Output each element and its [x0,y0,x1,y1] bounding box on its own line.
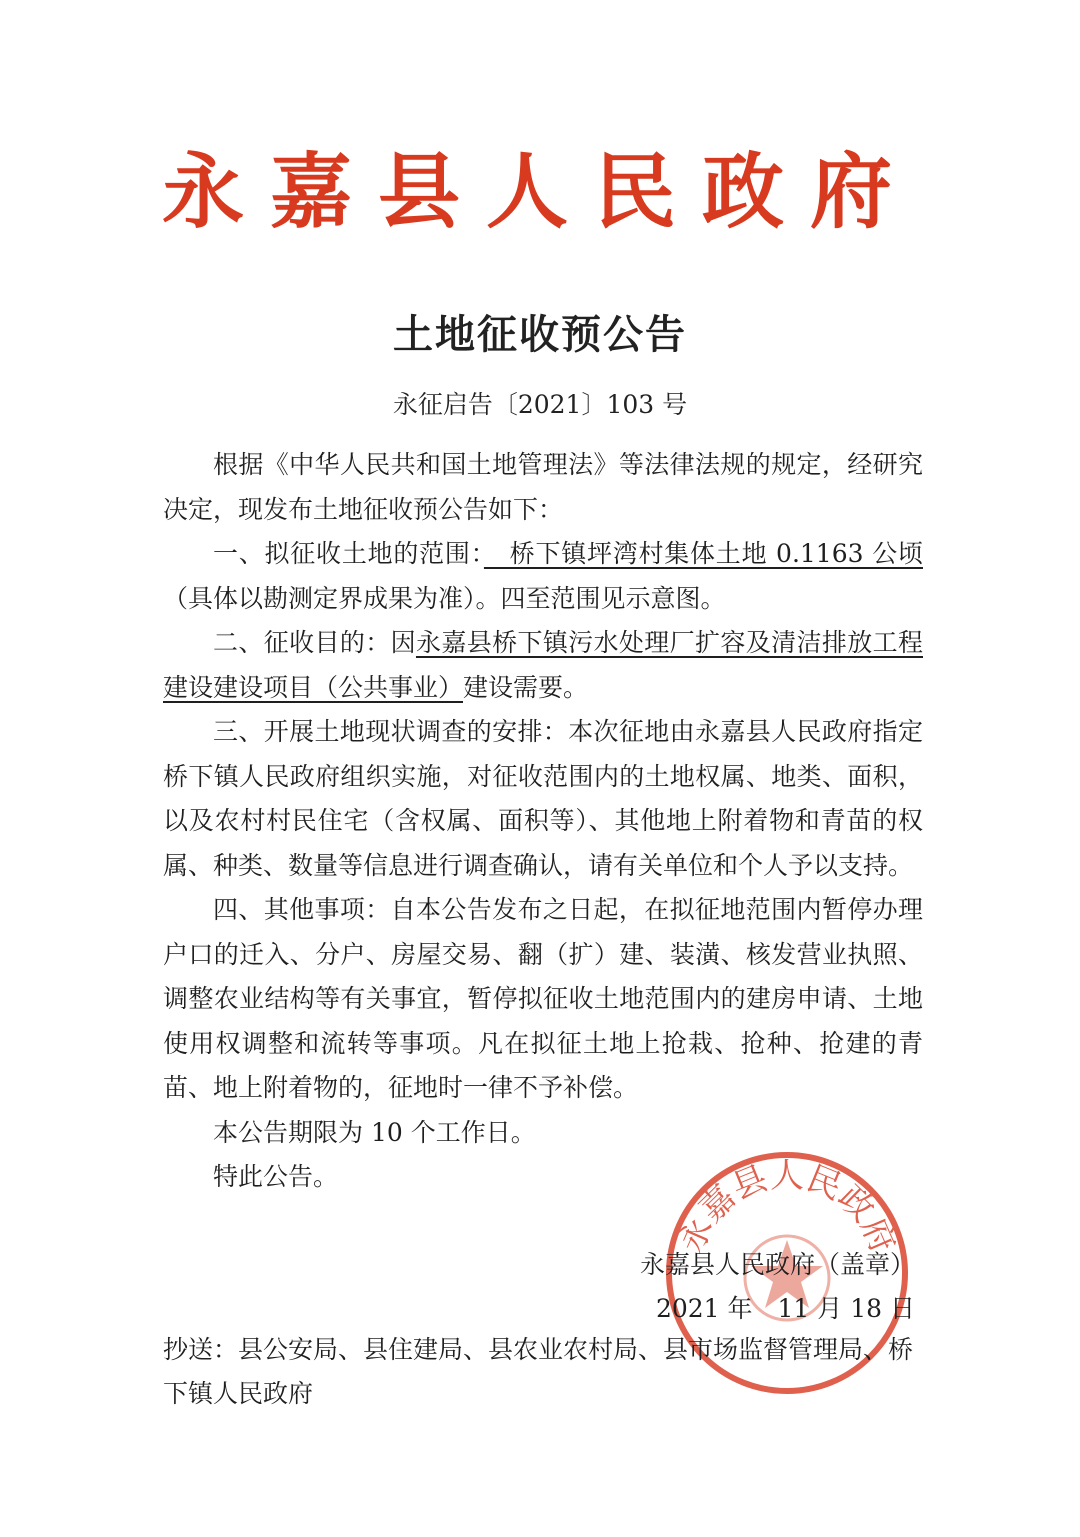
notice-title: 土地征收预公告 [393,312,687,358]
section-other: 四、其他事项：自本公告发布之日起，在拟征地范围内暂停办理户口的迁入、分户、房屋交易、翻（扩）建、装潢、核发营业执照、调整农业结构等有关事宜，暂停拟征收土地范围内的建房申请、土地使用权调整和流转等事项。凡在拟征土地上抢栽、抢种、抢建的青苗、地上附着物的，征地时一律不予补偿。 [163,895,923,1102]
section-scope-rest: （具体以勘测定界成果为准）。四至范围见示意图。 [163,583,726,613]
signature-issuer: 永嘉县人民政府（盖章） [639,1250,915,1279]
closing-paragraph: 特此公告。 [213,1162,339,1191]
section-purpose [163,621,923,710]
masthead: 永嘉县人民政府 [161,145,918,240]
section-scope [163,532,923,621]
section-scope-label: 一、拟征收土地的范围： [213,539,484,568]
seal-text: 永嘉县人民政府 [671,1155,903,1259]
section-scope-filled: 桥下镇坪湾村集体土地 0.1163 公顷 [483,539,923,568]
signature-date: 2021 年 11 月 18 日 [655,1294,915,1323]
period-paragraph: 本公告期限为 10 个工作日。 [213,1117,536,1147]
signature-block [640,1243,915,1331]
section-survey: 三、开展土地现状调查的安排：本次征地由永嘉县人民政府指定桥下镇人民政府组织实施，对征收范围内的土地权属、地类、面积，以及农村村民住宅（含权属、面积等）、其他地上附着物和青苗的权属、种类、数量等信息进行调查确认，请有关单位和个人予以支持。 [163,717,923,880]
notice-body [163,443,923,1200]
section-purpose-filled: 永嘉县桥下镇污水处理厂扩容及清洁排放工程建设建设项目（公共事业） [163,628,923,702]
section-purpose-rest: 建设需要。 [463,672,589,702]
intro-paragraph: 根据《中华人民共和国土地管理法》等法律法规的规定，经研究决定，现发布土地征收预公告如下： [163,450,923,524]
cc-list: 抄送：县公安局、县住建局、县农业农村局、县市场监督管理局、桥下镇人民政府 [163,1335,914,1408]
section-purpose-label: 二、征收目的：因 [213,628,416,657]
document-number: 永征启告〔2021〕103 号 [392,390,688,419]
